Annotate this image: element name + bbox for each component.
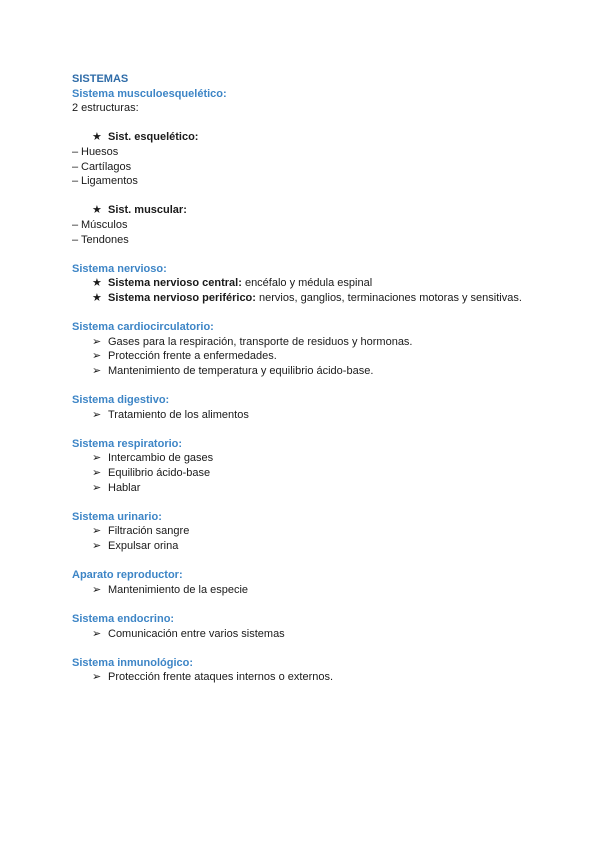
list-item: ➢ Tratamiento de los alimentos [92, 408, 249, 421]
section-heading-musculoesqueletico: Sistema musculoesquelético: [72, 87, 227, 100]
list-item: – Músculos [72, 218, 128, 231]
list-item: ➢ Equilibrio ácido-base [92, 467, 211, 480]
arrow-icon: ➢ [92, 408, 102, 421]
arrow-icon: ➢ [92, 540, 102, 552]
section-heading-urinario: Sistema urinario: [72, 510, 162, 523]
arrow-icon: ➢ [92, 452, 102, 465]
esqueletico-label: Sist. esquelético: [108, 131, 199, 144]
section-heading-inmunologico: Sistema inmunológico: [72, 656, 194, 669]
list-item: – Huesos [72, 145, 119, 158]
section-heading-cardiocirculatorio: Sistema cardiocirculatorio: [72, 321, 214, 334]
list-item: ➢ Hablar [92, 481, 141, 494]
list-item: ★ Sistema nervioso central: encéfalo y médula espinal [92, 277, 373, 290]
dash-icon: – [72, 175, 79, 188]
arrow-icon: ➢ [92, 481, 102, 494]
section-heading-reproductor: Aparato reproductor: [72, 569, 183, 582]
list-item: ➢ Protección frente ataques internos o externos. [92, 671, 334, 684]
star-icon: ★ [92, 277, 102, 290]
list-item: ➢ Mantenimiento de temperatura y equilibrio ácido-base. [92, 364, 374, 377]
dash-icon: – [72, 233, 79, 246]
muscular-label: Sist. muscular: [108, 204, 187, 217]
dash-icon: – [72, 218, 79, 231]
star-icon: ★ [92, 204, 102, 217]
arrow-icon: ➢ [92, 583, 102, 596]
arrow-icon: ➢ [92, 335, 102, 348]
section-heading-digestivo: Sistema digestivo: [72, 394, 170, 407]
star-icon: ★ [92, 131, 102, 144]
list-item: ➢ Intercambio de gases [92, 452, 214, 465]
arrow-icon: ➢ [92, 364, 102, 377]
list-item: ➢ Expulsar orina [92, 540, 179, 552]
section-heading-nervioso: Sistema nervioso: [72, 262, 167, 275]
list-item: ➢ Filtración sangre [92, 525, 190, 538]
arrow-icon: ➢ [92, 350, 102, 363]
muscular-subheading [72, 203, 552, 218]
list-item: – Cartílagos [72, 160, 132, 173]
musculo-intro: 2 estructuras: [72, 102, 139, 115]
document-page [72, 72, 552, 685]
list-item: ➢ Protección frente a enfermedades. [92, 350, 277, 363]
list-item: ➢ Mantenimiento de la especie [92, 583, 249, 596]
list-item: – Ligamentos [72, 175, 138, 188]
document-title: SISTEMAS [72, 73, 129, 85]
arrow-icon: ➢ [92, 671, 102, 684]
list-item: ➢ Gases para la respiración, transporte de residuos y hormonas. [92, 335, 413, 348]
list-item: ➢ Comunicación entre varios sistemas [92, 627, 285, 640]
esqueletico-subheading [72, 130, 552, 145]
dash-icon: – [72, 145, 79, 158]
section-heading-respiratorio: Sistema respiratorio: [72, 437, 183, 450]
list-item: ★ Sistema nervioso periférico: nervios, ganglios, terminaciones motoras y sensitivas. [92, 291, 522, 304]
section-heading-endocrino: Sistema endocrino: [72, 612, 175, 625]
arrow-icon: ➢ [92, 467, 102, 480]
star-icon: ★ [92, 291, 102, 304]
list-item: – Tendones [72, 233, 129, 246]
arrow-icon: ➢ [92, 627, 102, 640]
dash-icon: – [72, 160, 79, 173]
arrow-icon: ➢ [92, 525, 102, 538]
